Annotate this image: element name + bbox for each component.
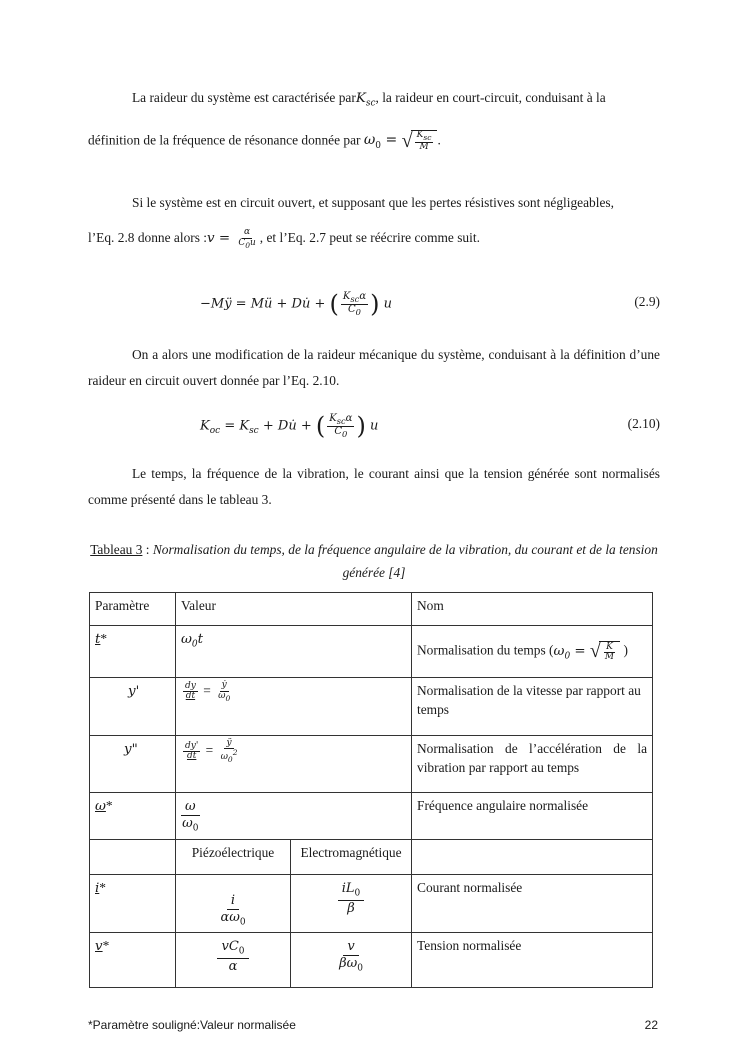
- header-parametre: Paramètre: [90, 593, 176, 626]
- header-nom: Nom: [412, 593, 653, 626]
- row-w-name: Fréquence angulaire normalisée: [412, 793, 653, 840]
- table-row: v* $\frac{vC_0}{\alpha}$ $\frac{v}{\beta\omega_0}$ Tension normalisée: [90, 933, 653, 988]
- table-row: y" $\frac{dy'}{dt}$ = $\frac{ÿ}{\omega_0^2}$ Normalisation de l’accélération de la vibration par rapport au temps: [90, 736, 653, 793]
- row-v-name: Tension normalisée: [412, 933, 653, 988]
- table-row: t* $\omega_0t$ Normalisation du temps ($\omega_0$ = √ $\frac{K}{M}$ ): [90, 626, 653, 678]
- paragraph-2: Si le système est en circuit ouvert, et supposant que les pertes résistives sont négligeables, l’Eq. 2.8 donne alors :v = $\frac{\alpha}{C_0u}$ , et l’Eq. 2.7 peut se réécrire comme suit.: [88, 193, 660, 250]
- p1-text-a: La raideur du système est caractérisée par: [132, 90, 356, 105]
- header-valeur: Valeur: [176, 593, 412, 626]
- caption-label: Tableau 3: [90, 542, 143, 557]
- row-y2-name: Normalisation de l’accélération de la vibration par rapport au temps: [412, 736, 653, 793]
- equation-2-10-number: (2.10): [627, 416, 660, 431]
- table-subheader-row: [90, 840, 653, 875]
- paragraph-3: On a alors une modification de la raideur mécanique du système, conduisant à la définition d’une raideur en circuit ouvert donnée par l’Eq. 2.10.: [88, 347, 660, 389]
- equation-2-9-number: (2.9): [634, 294, 660, 309]
- footer-note: *Paramètre souligné:Valeur normalisée: [88, 1018, 296, 1032]
- table-row: i* $\frac{i}{\alpha\omega_0}$ $\frac{iL_0}{\beta}$ Courant normalisée: [90, 875, 653, 933]
- p1-text-b: , la raideur en court-circuit, conduisant à la: [375, 90, 606, 105]
- equation-2-9: −Mÿ = Mü + Du̇ + ( $\frac{K_{sc}\alpha}{C_0}$ ) u (2.9): [200, 290, 660, 318]
- paragraph-4: Le temps, la fréquence de la vibration, le courant ainsi que la tension générée sont normalisés comme présenté dans le tableau 3.: [88, 466, 660, 508]
- row-i-name: Courant normalisée: [412, 875, 653, 933]
- p1-line2: définition de la fréquence de résonance donnée par: [88, 132, 361, 148]
- row-y1-name: Normalisation de la vitesse par rapport au temps: [412, 678, 653, 736]
- table-caption: Tableau 3 : Normalisation du temps, de la fréquence angulaire de la vibration, du courant et de la tension générée [4]: [90, 542, 658, 581]
- row-t-name: Normalisation du temps (: [417, 642, 554, 658]
- normalisation-table: [89, 592, 653, 988]
- paragraph-1: La raideur du système est caractérisée parK$_{sc}$, la raideur en court-circuit, conduisant à la définition de la fréquence de résonance donnée par $\omega_0$ = √ $\frac{K_{sc}}{M}$ .: [88, 90, 606, 152]
- p2-line1: Si le système est en circuit ouvert, et supposant que les pertes résistives sont négligeables,: [132, 195, 614, 210]
- table-header-row: [90, 593, 653, 626]
- sub-electro: Electromagnétique: [291, 840, 412, 875]
- caption-text: Normalisation du temps, de la fréquence angulaire de la vibration, du courant et de la tension générée [4]: [152, 542, 658, 581]
- table-row: ω* $\frac{\omega}{\omega_0}$ Fréquence angulaire normalisée: [90, 793, 653, 840]
- equation-2-10: $K_{oc} = K_{sc}$ + Du̇ + ( $\frac{K_{sc}\alpha}{C_0}$ ) u (2.10): [200, 412, 660, 440]
- table-row: y' $\frac{dy}{dt}$ = $\frac{\text{ẏ}}{\omega_0}$ Normalisation de la vitesse par rapport au temps: [90, 678, 653, 736]
- page-number: 22: [644, 1018, 658, 1032]
- page-footer: [88, 1018, 658, 1032]
- sub-piezo: Piézoélectrique: [176, 840, 291, 875]
- p2-text-b: , et l’Eq. 2.7 peut se réécrire comme suit.: [259, 229, 480, 245]
- p2-text-a: l’Eq. 2.8 donne alors :: [88, 229, 208, 245]
